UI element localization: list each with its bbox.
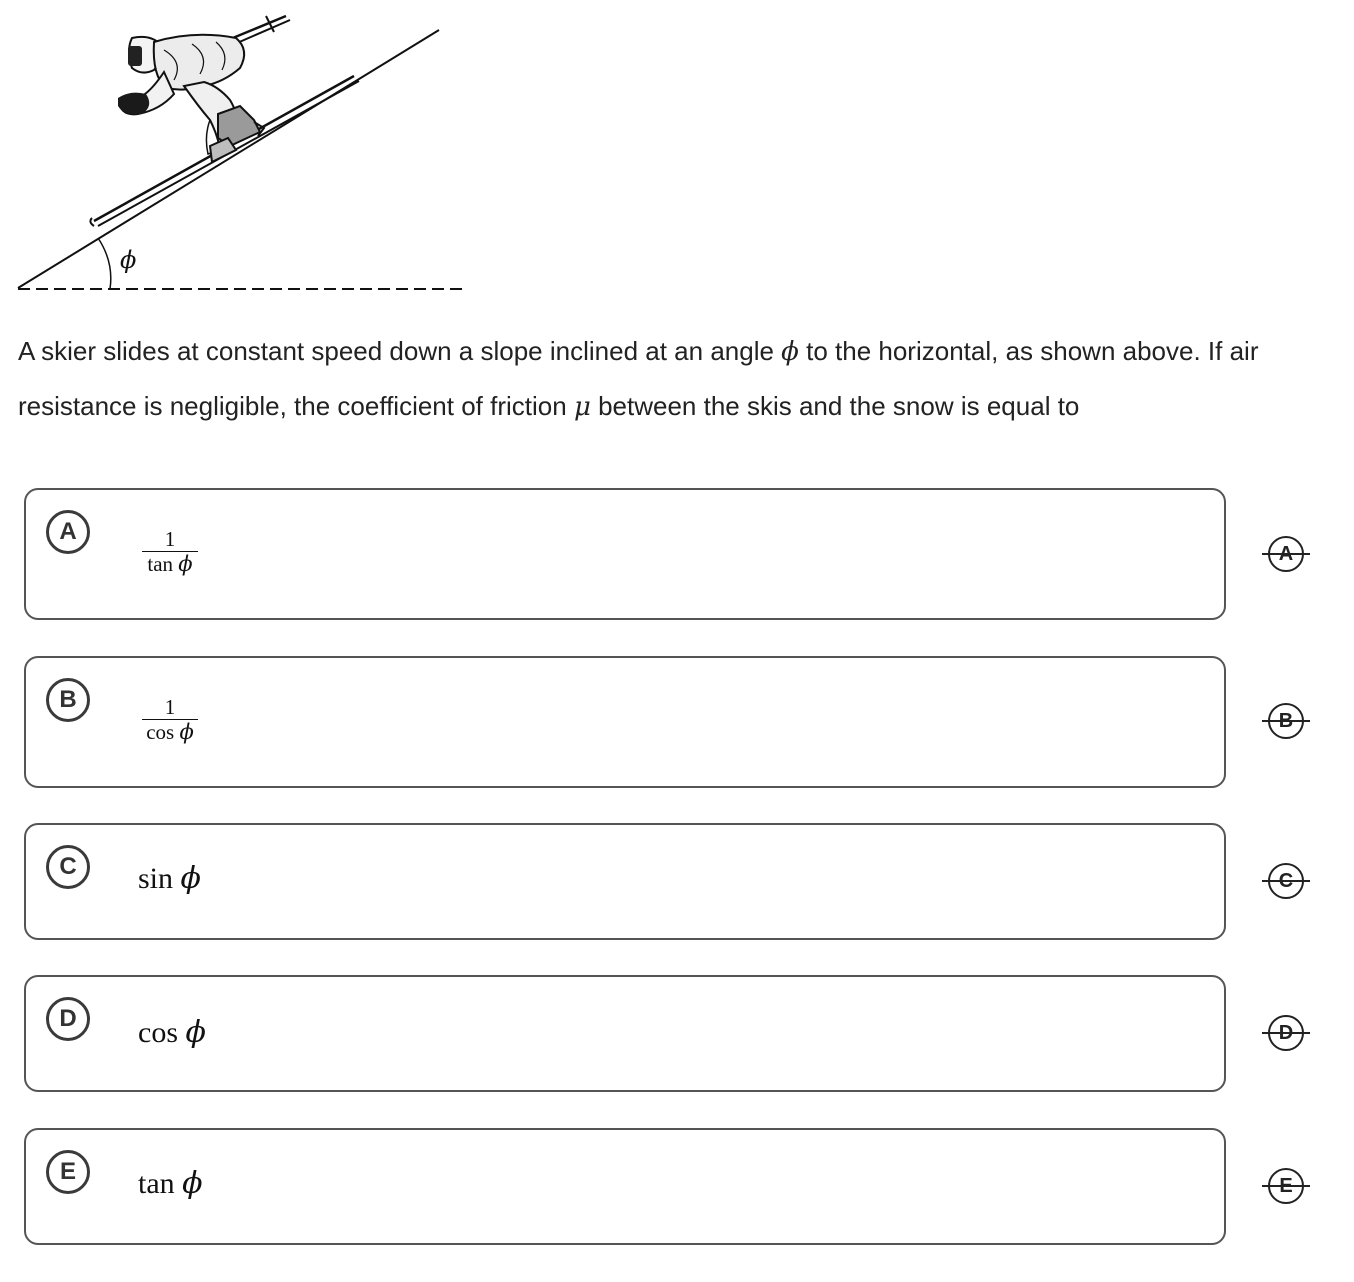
choice-b-numerator: 1 — [164, 695, 176, 719]
strike-choice-e-button[interactable] — [1262, 1168, 1310, 1204]
choice-e[interactable] — [24, 1128, 1226, 1245]
choice-c-function: sin — [138, 862, 181, 895]
strike-letter-e: E — [1268, 1168, 1304, 1204]
choice-b[interactable] — [24, 656, 1226, 788]
angle-arc — [98, 238, 111, 289]
strike-letter-b: B — [1268, 703, 1304, 739]
skier-body — [118, 35, 264, 162]
choice-e-symbol: ϕ — [182, 1166, 203, 1201]
angle-label: ϕ — [120, 246, 137, 274]
choice-d-symbol: ϕ — [185, 1015, 206, 1050]
strike-letter-d: D — [1268, 1015, 1304, 1051]
choice-c-expression — [138, 861, 201, 896]
choice-a-denominator — [145, 553, 194, 575]
angle-symbol: ϕ — [781, 337, 799, 367]
strike-letter-c: C — [1268, 863, 1304, 899]
strike-choice-c-button[interactable] — [1262, 863, 1310, 899]
strike-line — [1262, 1185, 1310, 1187]
choice-c-symbol: ϕ — [180, 861, 201, 896]
question-text-part1: A skier slides at constant speed down a slope inclined at an angle — [18, 336, 782, 366]
choice-e-function: tan — [138, 1167, 183, 1200]
choice-letter-d: D — [46, 997, 90, 1041]
strike-line — [1262, 720, 1310, 722]
choice-d-function: cos — [138, 1016, 186, 1049]
choice-b-function: cos — [146, 720, 180, 744]
choice-b-expression — [142, 696, 198, 743]
choice-a-expression — [142, 528, 198, 575]
choice-a-symbol: ϕ — [178, 552, 193, 576]
choice-b-symbol: ϕ — [179, 720, 194, 744]
choice-letter-a: A — [46, 510, 90, 554]
choice-a-numerator: 1 — [164, 527, 176, 551]
choice-letter-e: E — [46, 1150, 90, 1194]
strike-choice-a-button[interactable] — [1262, 536, 1310, 572]
strike-line — [1262, 880, 1310, 882]
choice-a-function: tan — [147, 552, 179, 576]
skier-slope-figure — [14, 10, 474, 300]
choice-d-expression — [138, 1015, 206, 1050]
choice-c[interactable] — [24, 823, 1226, 940]
strike-choice-b-button[interactable] — [1262, 703, 1310, 739]
strike-line — [1262, 553, 1310, 555]
choice-letter-b: B — [46, 678, 90, 722]
question-text-part3: between the skis and the snow is equal to — [590, 391, 1080, 421]
strike-choice-d-button[interactable] — [1262, 1015, 1310, 1051]
choice-letter-c: C — [46, 845, 90, 889]
choice-d[interactable] — [24, 975, 1226, 1092]
choice-a[interactable] — [24, 488, 1226, 620]
strike-line — [1262, 1032, 1310, 1034]
mu-symbol: μ — [573, 392, 591, 422]
question-text-part2: to the horizontal, as shown above. If air resistance is negligible, the coefficient of friction — [18, 336, 1259, 421]
strike-letter-a: A — [1268, 536, 1304, 572]
question-text — [18, 324, 1328, 434]
choice-e-expression — [138, 1166, 203, 1201]
choice-b-denominator — [144, 721, 196, 743]
